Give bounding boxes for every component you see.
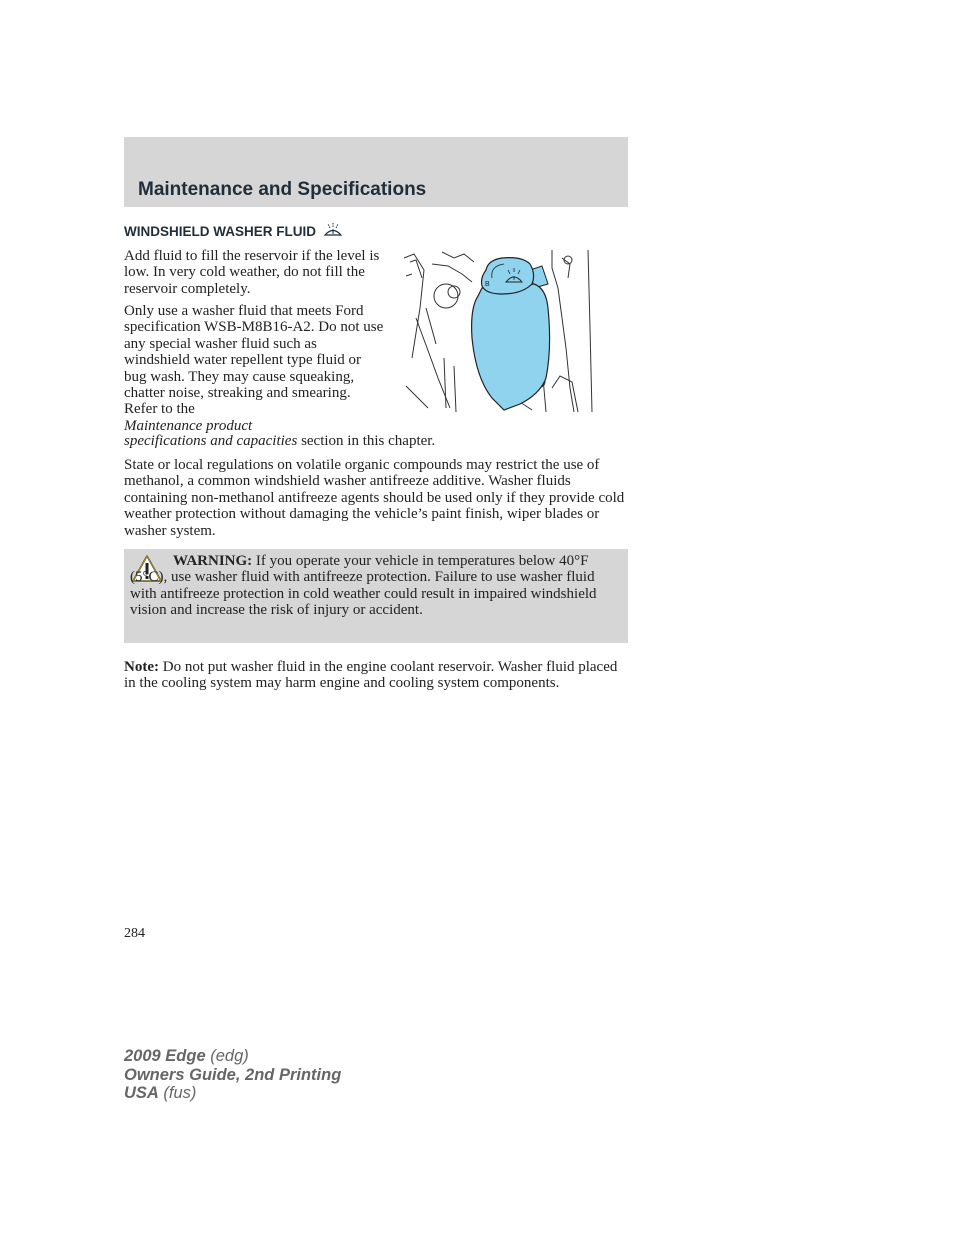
note-message: Do not put washer fluid in the engine coolant reservoir. Washer fluid placed in the cooling system may harm engine and cooling system components. bbox=[124, 659, 618, 692]
paragraph-voc-regulations: State or local regulations on volatile organic compounds may restrict the use of methanol, a common windshield washer antifreeze additive. Washer fluids containing non-methanol antifreeze agents should be used only if they provide cold weather protection without damaging the vehicle’s paint finish, wiper blades or washer system. bbox=[124, 457, 625, 539]
warning-box bbox=[124, 549, 628, 643]
paragraph-washer-spec-end: section in this chapter. bbox=[297, 433, 436, 449]
paragraph-washer-spec bbox=[124, 303, 386, 434]
header-band bbox=[124, 137, 628, 207]
italic-reference-1: Maintenance product bbox=[124, 417, 253, 434]
paragraph-washer-spec-text: Only use a washer fluid that meets Ford specification WSB-M8B16-A2. Do not use any special washer fluid such as windshield water repellent type fluid or bug wash. They may cause squeaking, chatter noise, streaking and smearing. Refer to the bbox=[124, 303, 384, 418]
washer-fluid-icon bbox=[322, 222, 344, 241]
italic-reference-2: specifications and capacities bbox=[124, 433, 298, 449]
footer-line-model bbox=[124, 1047, 341, 1066]
footer-edition-info bbox=[124, 1047, 341, 1103]
footer-line-guide bbox=[124, 1066, 341, 1085]
svg-text:B: B bbox=[485, 281, 490, 288]
washer-reservoir-illustration bbox=[402, 248, 598, 414]
section-heading bbox=[124, 222, 344, 241]
warning-label: WARNING: bbox=[173, 553, 253, 569]
footer-guide: Owners Guide, 2nd Printing bbox=[124, 1065, 342, 1084]
section-heading-text: WINDSHIELD WASHER FLUID bbox=[124, 224, 316, 239]
footer-region: USA bbox=[124, 1084, 159, 1102]
footer-model-code: (edg) bbox=[205, 1047, 249, 1065]
paragraph-fill-reservoir: Add fluid to fill the reservoir if the level is low. In very cold weather, do not fill the reservoir completely. bbox=[124, 248, 380, 297]
note-label: Note: bbox=[124, 659, 159, 675]
footer-region-code: (fus) bbox=[158, 1084, 197, 1102]
note-paragraph bbox=[124, 659, 628, 692]
page-title: Maintenance and Specifications bbox=[138, 179, 427, 200]
warning-text bbox=[130, 553, 616, 619]
footer-model: 2009 Edge bbox=[124, 1047, 206, 1065]
paragraph-washer-spec-tail bbox=[124, 433, 624, 449]
page-number: 284 bbox=[124, 926, 145, 941]
footer-line-region bbox=[124, 1084, 341, 1103]
warning-message: If you operate your vehicle in temperatures below 40°F (5°C), use washer fluid with antifreeze protection. Failure to use washer fluid with antifreeze protection in cold weather could result in impaired windshield vision and increase the risk of injury or accident. bbox=[130, 553, 597, 619]
